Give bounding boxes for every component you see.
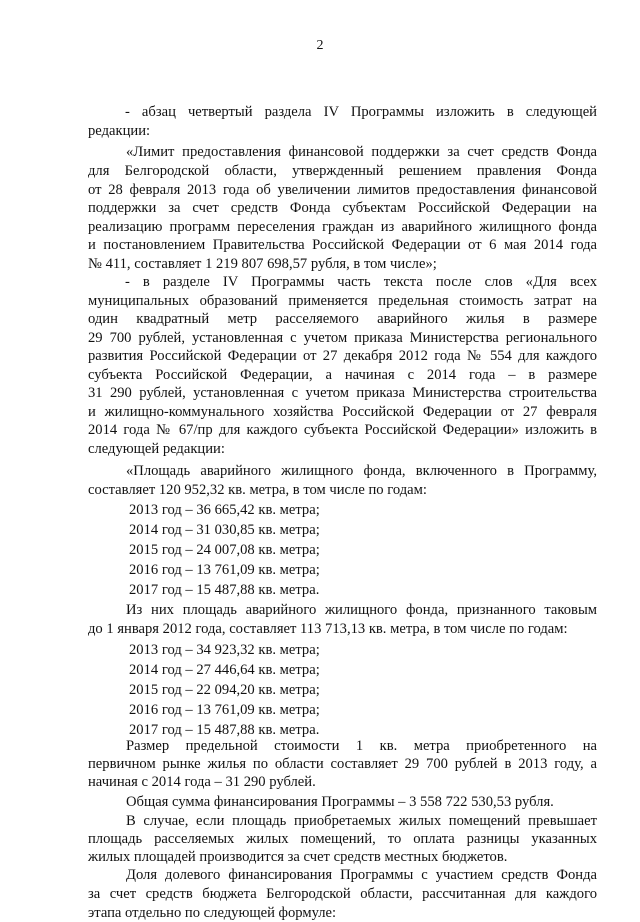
area-by-year-line: 2017 год – 15 487,88 кв. метра. [129,582,320,598]
text-line: первичном рынке жилья по области составляет 29 700 рублей в 2013 году, а [88,756,597,772]
text-line: за счет средств бюджета Белгородской области, рассчитанная для каждого [88,886,597,902]
text-line: Размер предельной стоимости 1 кв. метра приобретенного на [126,738,597,754]
text-line: один квадратный метр расселяемого аварийного жилья в размере [88,311,597,327]
text-line: № 411, составляет 1 219 807 698,57 рубля, в том числе»; [88,256,437,272]
text-line: редакции: [88,123,151,139]
text-line: «Площадь аварийного жилищного фонда, включенного в Программу, [126,463,597,479]
text-line: 29 700 рублей, установленная с учетом приказа Министерства регионального [88,330,597,346]
text-line: 2014 года № 67/пр для каждого субъекта Российской Федерации» изложить в [88,422,597,438]
text-line: муниципальных образований применяется предельная стоимость затрат на [88,293,597,309]
area-by-year-line: 2013 год – 36 665,42 кв. метра; [129,502,320,518]
text-line: и жилищно-коммунального хозяйства Российской Федерации от 27 февраля [88,404,597,420]
text-line: 31 290 рублей, установленная с учетом приказа Министерства строительства [88,385,597,401]
text-line: начиная с 2014 года – 31 290 рублей. [88,774,316,790]
text-line: следующей редакции: [88,441,225,457]
text-line: Доля долевого финансирования Программы с участием средств Фонда [126,867,597,883]
text-line: для Белгородской области, утвержденный решением правления Фонда [88,163,597,179]
area-by-year-line: 2014 год – 31 030,85 кв. метра; [129,522,320,538]
text-line: - в разделе IV Программы часть текста после слов «Для всех [125,274,597,290]
text-line: этапа отдельно по следующей формуле: [88,905,337,921]
text-line: площадь расселяемых жилых помещений, то оплата разницы указанных [88,831,597,847]
text-line: и постановлением Правительства Российской Федерации от 6 мая 2014 года [88,237,597,253]
page-number: 2 [316,38,324,53]
text-line: Общая сумма финансирования Программы – 3 558 722 530,53 рубля. [126,794,554,810]
text-line: реализацию программ переселения граждан из аварийного жилищного фонда [88,219,597,235]
text-line: развития Российской Федерации от 27 декабря 2012 года № 554 для каждого [88,348,597,364]
area-by-year-line: 2013 год – 34 923,32 кв. метра; [129,642,320,658]
text-line: от 28 февраля 2013 года об увеличении лимитов предоставления финансовой [88,182,597,198]
text-line: «Лимит предоставления финансовой поддержки за счет средств Фонда [126,144,597,160]
area-by-year-line: 2015 год – 22 094,20 кв. метра; [129,682,320,698]
text-line: жилых площадей производится за счет средств местных бюджетов. [88,849,508,865]
text-line: - абзац четвертый раздела IV Программы изложить в следующей [125,104,597,120]
area-by-year-line: 2016 год – 13 761,09 кв. метра; [129,562,320,578]
area-by-year-line: 2017 год – 15 487,88 кв. метра. [129,722,320,738]
text-line: субъекта Российской Федерации, а начиная с 2014 года – в размере [88,367,597,383]
text-line: до 1 января 2012 года, составляет 113 713,13 кв. метра, в том числе по годам: [88,621,568,637]
text-line: В случае, если площадь приобретаемых жилых помещений превышает [126,813,597,829]
area-by-year-line: 2014 год – 27 446,64 кв. метра; [129,662,320,678]
area-by-year-line: 2015 год – 24 007,08 кв. метра; [129,542,320,558]
area-by-year-line: 2016 год – 13 761,09 кв. метра; [129,702,320,718]
text-line: Из них площадь аварийного жилищного фонда, признанного таковым [126,602,597,618]
text-line: поддержки за счет средств Фонда субъектам Российской Федерации на [88,200,597,216]
text-line: составляет 120 952,32 кв. метра, в том числе по годам: [88,482,427,498]
